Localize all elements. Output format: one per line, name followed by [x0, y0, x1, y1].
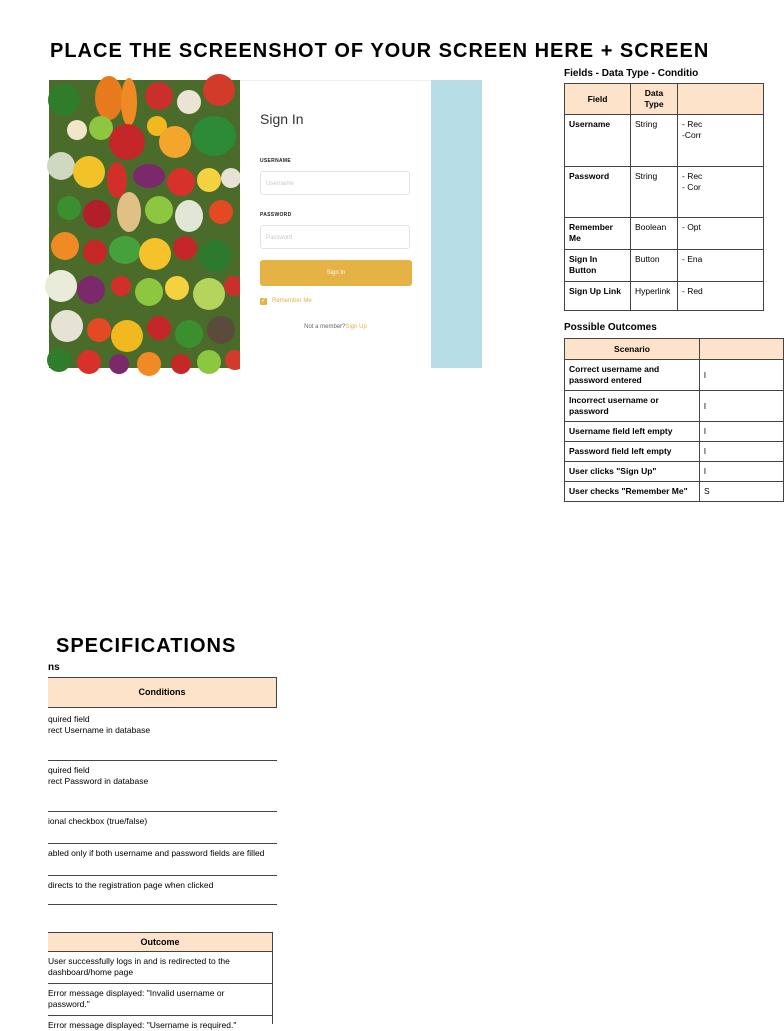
cell-outcome: l: [700, 360, 784, 391]
cell-scenario: Username field left empty: [565, 422, 700, 442]
vegetables-image: [49, 80, 240, 368]
checkmark-icon: ✓: [260, 298, 267, 304]
signup-prompt: [240, 324, 431, 330]
conditions-cell: [48, 876, 277, 905]
fields-heading: Fields - Data Type - Conditio: [564, 68, 699, 79]
th-conditions: [678, 84, 764, 115]
cell-outcome: l: [700, 442, 784, 462]
cell-cond: [678, 167, 764, 218]
cond-line: quired field: [48, 714, 90, 724]
username-input[interactable]: [260, 171, 410, 195]
page-title: PLACE THE SCREENSHOT OF YOUR SCREEN HERE + SCREEN: [50, 40, 710, 62]
cell-outcome: S: [700, 482, 784, 502]
conditions-cell: [48, 844, 277, 876]
th-outcome: [700, 339, 784, 360]
outcomes-table: [564, 338, 784, 502]
cell-field: Sign Up Link: [565, 282, 631, 311]
table-row: [565, 115, 764, 167]
cond-line: rect Password in database: [48, 776, 149, 786]
remember-checkbox[interactable]: [260, 298, 267, 305]
cond-line: - Rec: [682, 119, 703, 129]
username-placeholder: Username: [266, 181, 294, 187]
page-header: [50, 40, 710, 62]
vegetables-illustration: [49, 80, 240, 368]
th-data-type: Data Type: [631, 84, 678, 115]
remember-label: Remember Me: [272, 298, 312, 304]
table-row: [565, 462, 784, 482]
outcome-line: Error message displayed: "Username is required.": [48, 1020, 237, 1030]
signin-title: Sign In: [260, 111, 304, 127]
cell-outcome: l: [700, 462, 784, 482]
cell-scenario: Password field left empty: [565, 442, 700, 462]
table-row: [565, 422, 784, 442]
cell-field: Sign In Button: [565, 250, 631, 282]
th-field: Field: [565, 84, 631, 115]
cell-type: Button: [631, 250, 678, 282]
cond-line: quired field: [48, 765, 90, 775]
conditions-cell: [48, 761, 277, 812]
cell-cond: [678, 115, 764, 167]
fields-table-wrap: [564, 83, 703, 311]
username-label: USERNAME: [260, 158, 292, 164]
cell-type: Hyperlink: [631, 282, 678, 311]
table-row: [565, 391, 784, 422]
password-label: PASSWORD: [260, 212, 292, 218]
password-input[interactable]: [260, 225, 410, 249]
table-row: [565, 167, 764, 218]
cell-type: String: [631, 115, 678, 167]
fields-heading-continued: ns: [48, 662, 60, 673]
cond-line: directs to the registration page when clicked: [48, 880, 214, 890]
cell-scenario: Incorrect username or password: [565, 391, 700, 422]
cell-type: String: [631, 167, 678, 218]
table-row: [565, 250, 764, 282]
cell-scenario: Correct username and password entered: [565, 360, 700, 391]
signup-link[interactable]: Sign Up: [345, 324, 367, 330]
outcome-line: dashboard/home page: [48, 967, 134, 977]
outcome-line: User successfully logs in and is redirected to the: [48, 956, 230, 966]
decorative-side-panel: [431, 80, 482, 368]
cond-line: abled only if both username and password fields are filled: [48, 848, 265, 858]
cell-type: Boolean: [631, 218, 678, 250]
title-continuation: SPECIFICATIONS: [56, 635, 237, 657]
cell-scenario: User clicks "Sign Up": [565, 462, 700, 482]
cell-scenario: User checks "Remember Me": [565, 482, 700, 502]
outcome-header: Outcome: [48, 932, 273, 952]
th-scenario: Scenario: [565, 339, 700, 360]
fields-table: [564, 83, 764, 311]
signin-button[interactable]: Sign In: [260, 260, 412, 286]
outcome-cell: [48, 952, 273, 984]
table-row: [565, 218, 764, 250]
cell-field: Remember Me: [565, 218, 631, 250]
table-row: [565, 482, 784, 502]
signin-panel: [240, 80, 431, 369]
outcomes-heading: Possible Outcomes: [564, 322, 657, 333]
table-row: [565, 360, 784, 391]
signup-text: Not a member?: [304, 324, 346, 330]
conditions-header: Conditions: [48, 677, 277, 708]
cell-outcome: l: [700, 422, 784, 442]
outcomes-table-wrap: [564, 338, 710, 501]
cell-outcome: l: [700, 391, 784, 422]
conditions-cell: [48, 812, 277, 844]
password-placeholder: Password: [266, 235, 293, 241]
cell-field: Username: [565, 115, 631, 167]
conditions-cell: [48, 710, 277, 761]
outcome-cell: [48, 984, 273, 1016]
table-row: [565, 282, 764, 311]
outcome-cell: [48, 1016, 273, 1030]
page-title-continued: [56, 635, 256, 657]
outcome-line: Error message displayed: "Invalid username or: [48, 988, 225, 998]
cond-line: ional checkbox (true/false): [48, 816, 148, 826]
outcome-line: password.": [48, 999, 90, 1009]
cell-field: Password: [565, 167, 631, 218]
cond-line: rect Username in database: [48, 725, 151, 735]
cell-cond: - Red: [678, 282, 764, 311]
cond-line: - Cor: [682, 182, 701, 192]
cell-cond: - Ena: [678, 250, 764, 282]
cond-line: - Rec: [682, 171, 703, 181]
cell-cond: - Opt: [678, 218, 764, 250]
cond-line: -Corr: [682, 130, 702, 140]
table-row: [565, 442, 784, 462]
